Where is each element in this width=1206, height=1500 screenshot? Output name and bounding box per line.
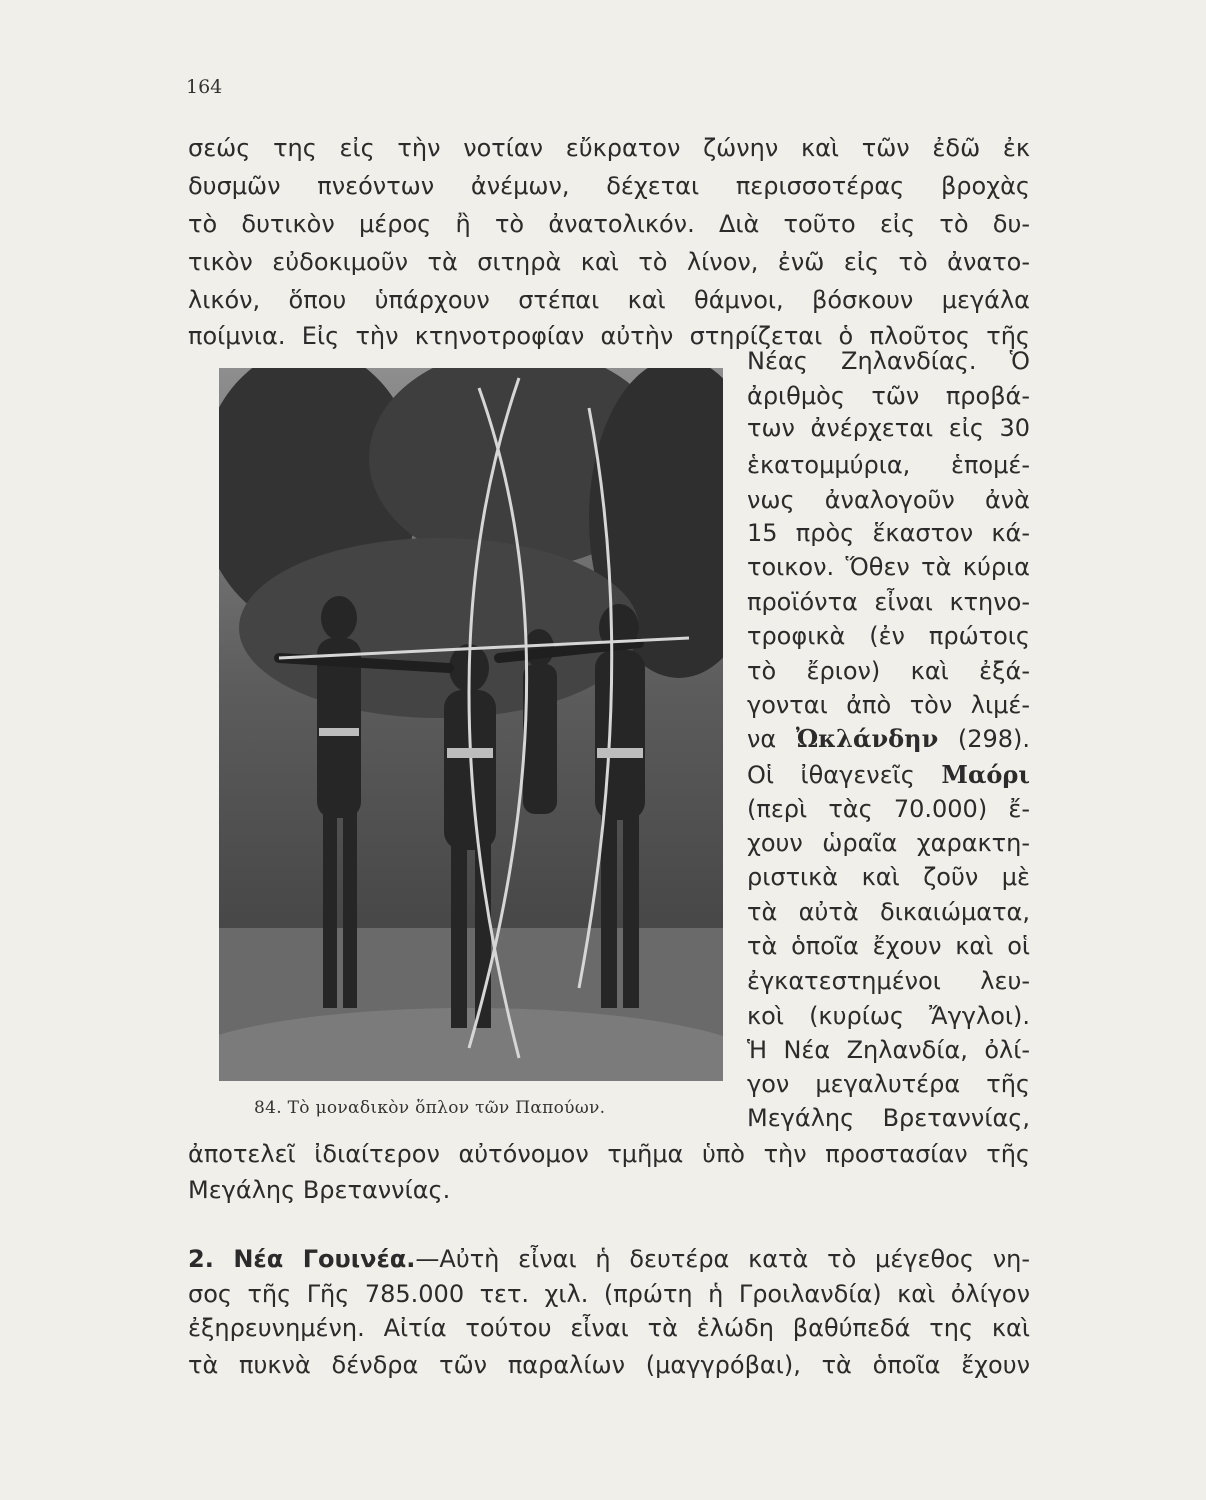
side-text-line: Ἡ Νέα Ζηλανδία, ὀλί-	[747, 1036, 1030, 1064]
side-text-line: τοικον. Ὅθεν τὰ κύρια	[747, 553, 1030, 581]
side-text-line: των ἀνέρχεται εἰς 30	[747, 414, 1030, 442]
side-text-line: γονται ἀπὸ τὸν λιμέ-	[747, 691, 1030, 719]
side-text-line: νως ἀναλογοῦν ἀνὰ	[747, 486, 1030, 514]
text-line: ποίμνια. Εἰς τὴν κτηνοτροφίαν αὐτὴν στηρίζεται ὁ πλοῦτος τῆς	[188, 322, 1030, 350]
section-2-first-line	[188, 1244, 1030, 1274]
side-text-line: Νέας Ζηλανδίας. Ὁ	[747, 347, 1030, 375]
side-text-line: ἐγκατεστημένοι λευ-	[747, 967, 1030, 995]
side-text-line: ἀριθμὸς τῶν προβά-	[747, 382, 1030, 410]
text-line: σεώς της εἰς τὴν νοτίαν εὔκρατον ζώνην καὶ τῶν ἐδῶ ἐκ	[188, 134, 1030, 162]
text-line: ἐξηρευνημένη. Αἰτία τούτου εἶναι τὰ ἑλώδη βαθύπεδά της καὶ	[188, 1314, 1030, 1342]
side-text-line: (περὶ τὰς 70.000) ἔ-	[747, 795, 1030, 823]
side-text-fragment: (298).	[957, 725, 1030, 753]
figure-caption: 84. Τὸ μοναδικὸν ὅπλον τῶν Παπούων.	[254, 1098, 606, 1118]
text-line: τικὸν εὐδοκιμοῦν τὰ σιτηρὰ καὶ τὸ λίνον, ἐνῶ εἰς τὸ ἀνατο-	[188, 248, 1030, 276]
side-text-line: ἑκατομμύρια, ἑπομέ-	[747, 451, 1030, 479]
text-line: Μεγάλης Βρεταννίας.	[188, 1176, 451, 1204]
section-heading-new-guinea: 2. Νέα Γουινέα.	[188, 1245, 416, 1273]
side-text-line: Μεγάλης Βρεταννίας,	[747, 1104, 1030, 1132]
side-text-line: κοὶ (κυρίως Ἄγγλοι).	[747, 1002, 1030, 1030]
text-line: δυσμῶν πνεόντων ἀνέμων, δέχεται περισσοτέρας βροχὰς	[188, 172, 1030, 200]
text-line: τὰ πυκνὰ δένδρα τῶν παραλίων (μαγγρόβαι), τὰ ὁποῖα ἔχουν	[188, 1351, 1030, 1379]
side-text-line: 15 πρὸς ἕκαστον κά-	[747, 519, 1030, 547]
text-line: λικόν, ὅπου ὑπάρχουν στέπαι καὶ θάμνοι, βόσκουν μεγάλα	[188, 286, 1030, 314]
side-text-line: χουν ὡραῖα χαρακτη-	[747, 829, 1030, 857]
side-text-line: ριστικὰ καὶ ζοῦν μὲ	[747, 863, 1030, 891]
side-text-line-auckland	[747, 724, 1030, 754]
people-name-maori: Μαόρι	[941, 760, 1030, 789]
place-name-auckland: Ὠκλάνδην	[795, 724, 939, 753]
section-2-text-fragment: —Αὐτὴ εἶναι ἡ δευτέρα κατὰ τὸ μέγεθος νη-	[415, 1245, 1030, 1273]
photograph-papuan-archers	[219, 368, 723, 1081]
side-text-line: γον μεγαλυτέρα τῆς	[747, 1070, 1030, 1098]
photograph-illustration	[219, 368, 723, 1081]
side-text-line: τροφικὰ (ἐν πρώτοις	[747, 622, 1030, 650]
side-text-fragment: να	[747, 725, 777, 753]
side-text-fragment: Οἱ ἰθαγενεῖς	[747, 761, 915, 789]
page-number: 164	[186, 76, 223, 98]
text-line: τὸ δυτικὸν μέρος ἢ τὸ ἀνατολικόν. Διὰ τοῦτο εἰς τὸ δυ-	[188, 210, 1030, 238]
text-line: ἀποτελεῖ ἰδιαίτερον αὐτόνομον τμῆμα ὑπὸ τὴν προστασίαν τῆς	[188, 1140, 1030, 1168]
side-text-line: τὸ ἔριον) καὶ ἐξά-	[747, 657, 1030, 685]
side-text-line: προϊόντα εἶναι κτηνο-	[747, 588, 1030, 616]
text-line: σος τῆς Γῆς 785.000 τετ. χιλ. (πρώτη ἡ Γροιλανδία) καὶ ὀλίγον	[188, 1280, 1030, 1308]
side-text-line: τὰ ὁποῖα ἔχουν καὶ οἱ	[747, 932, 1030, 960]
side-text-line: τὰ αὐτὰ δικαιώματα,	[747, 898, 1030, 926]
side-text-line-maori	[747, 760, 1030, 790]
